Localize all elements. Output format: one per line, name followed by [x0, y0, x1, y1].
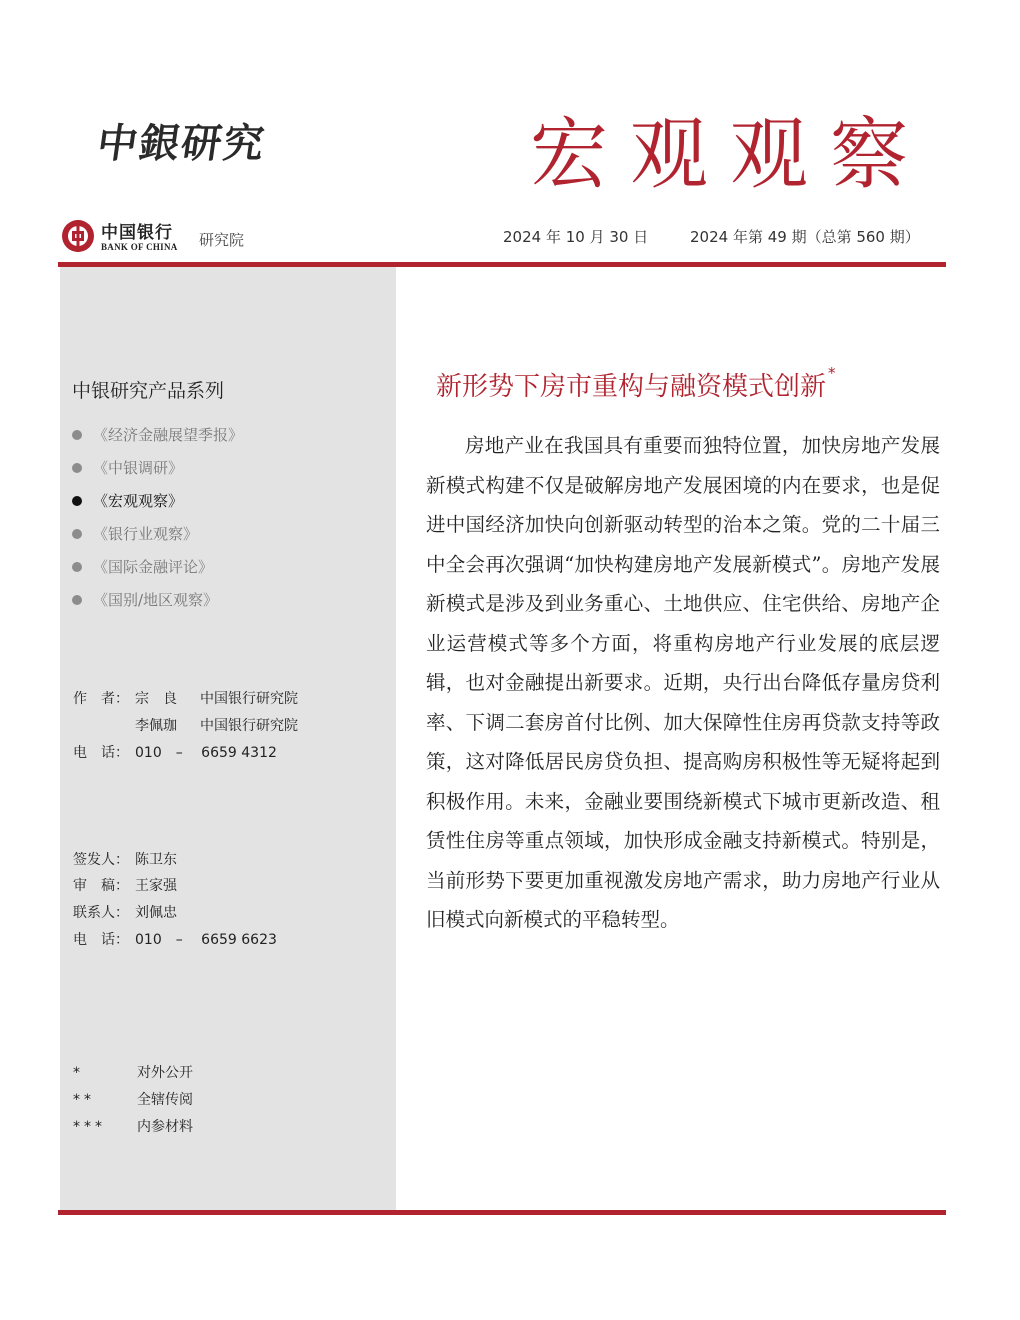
publication-title: 宏观观察 [530, 110, 931, 200]
article-title-text: 新形势下房市重构与融资模式创新 [436, 372, 827, 402]
author-org: 中国银行研究院 [200, 718, 298, 734]
series-item-label: 《经济金融展望季报》 [93, 425, 244, 444]
author-row [73, 715, 298, 735]
bank-of-china-logo-icon [60, 218, 96, 254]
series-item-active [72, 484, 243, 517]
contact-phone: 010 – 6659 6623 [135, 932, 277, 948]
contact-phone-row [73, 929, 277, 949]
contact-phone-label: 电 话： [73, 932, 129, 948]
phone-label: 电 话： [73, 745, 129, 761]
classification-row [73, 1089, 193, 1109]
classification-stars: * [73, 1065, 84, 1081]
classification-label: 内参材料 [137, 1119, 193, 1135]
footnote-mark: * [828, 364, 836, 382]
series-item [72, 517, 243, 550]
bank-name-cn: 中国银行 [101, 223, 173, 243]
series-item [72, 550, 243, 583]
series-item [72, 583, 243, 616]
author-phone: 010 – 6659 4312 [135, 745, 277, 761]
bullet-icon [72, 529, 82, 539]
bank-name-en: BANK OF CHINA [101, 242, 178, 252]
classification-label: 对外公开 [137, 1065, 193, 1081]
series-item-label: 《宏观观察》 [93, 491, 184, 510]
author-org: 中国银行研究院 [200, 691, 298, 707]
institute-label: 研究院 [199, 231, 245, 249]
reviewer-value: 王家强 [135, 878, 177, 894]
article-title [436, 366, 836, 403]
reviewer-row [73, 875, 177, 895]
classification-label: 全辖传阅 [137, 1092, 193, 1108]
author-phone-row [73, 742, 277, 762]
signer-value: 陈卫东 [135, 852, 177, 868]
contact-row [73, 902, 177, 922]
contact-label: 联系人： [73, 905, 129, 921]
signer-label: 签发人： [73, 852, 129, 868]
series-list [72, 418, 243, 616]
series-item-label: 《国别/地区观察》 [93, 590, 219, 609]
bullet-icon [72, 595, 82, 605]
author-label: 作 者： [73, 691, 129, 707]
classification-row [73, 1062, 193, 1082]
bullet-icon [72, 463, 82, 473]
series-item [72, 418, 243, 451]
author-name: 宗 良 [135, 691, 177, 707]
classification-stars: ** [73, 1092, 95, 1108]
issue-date: 2024 年 10 月 30 日 [503, 228, 649, 246]
footer-divider [58, 1210, 946, 1215]
bullet-icon [72, 562, 82, 572]
signer-row [73, 849, 177, 869]
series-item-label: 《国际金融评论》 [93, 557, 214, 576]
article-body: 房地产业在我国具有重要而独特位置，加快房地产发展新模式构建不仅是破解房地产发展困境的内在要求，也是促进中国经济加快向创新驱动转型的治本之策。党的二十届三中全会再次强调“加快构建房地产发展新模式”。房地产发展新模式是涉及到业务重心、土地供应、住宅供给、房地产企业运营模式等多个方面，将重构房地产行业发展的底层逻辑，也对金融提出新要求。近期，央行出台降低存量房贷利率、下调二套房首付比例、加大保障性住房再贷款支持等政策，这对降低居民房贷负担、提高购房积极性等无疑将起到积极作用。未来，金融业要围绕新模式下城市更新改造、租赁性住房等重点领域，加快形成金融支持新模式。特别是，当前形势下要更加重视激发房地产需求，助力房地产行业从旧模式向新模式的平稳转型。 [426, 434, 940, 931]
author-name: 李佩珈 [135, 718, 177, 734]
reviewer-label: 审 稿： [73, 878, 129, 894]
series-title: 中银研究产品系列 [72, 380, 225, 402]
series-item-label: 《中银调研》 [93, 458, 184, 477]
brand-calligraphy-logo: 中銀研究 [94, 120, 269, 167]
series-item-label: 《银行业观察》 [93, 524, 199, 543]
bullet-icon [72, 496, 82, 506]
bullet-icon [72, 430, 82, 440]
issue-number: 2024 年第 49 期（总第 560 期） [690, 228, 920, 246]
series-item [72, 451, 243, 484]
contact-value: 刘佩忠 [135, 905, 177, 921]
classification-row [73, 1116, 193, 1136]
classification-stars: *** [73, 1119, 106, 1135]
author-row [73, 688, 298, 708]
